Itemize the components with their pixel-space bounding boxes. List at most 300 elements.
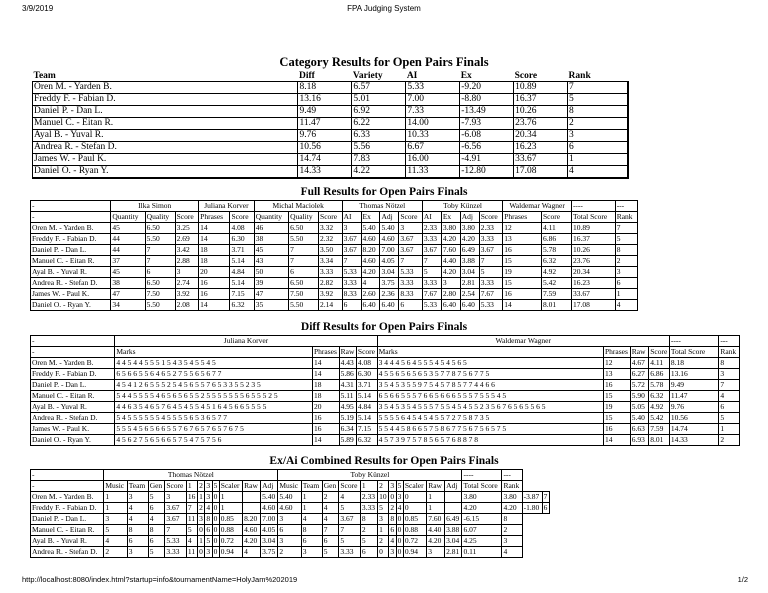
table-cell: 7: [399, 256, 423, 267]
table-cell: 10.33: [406, 130, 460, 142]
table-cell: 6.50: [145, 278, 175, 289]
column-header: Adj: [261, 481, 278, 492]
column-header: AI: [422, 212, 441, 223]
table-cell: 3: [719, 369, 740, 380]
table-cell: 4: [568, 166, 628, 178]
table-cell: 5: [104, 525, 127, 536]
table-cell: 4.84: [230, 267, 254, 278]
table-row: [31, 267, 638, 278]
table-cell: 2.32: [319, 234, 343, 245]
table-row: [31, 245, 638, 256]
table-cell: 16: [604, 424, 631, 435]
table-cell: 4.60: [361, 256, 380, 267]
table-cell: -13.49: [460, 106, 514, 118]
group-header: Juliana Korver: [199, 201, 255, 212]
team-name: Ayal B. - Yuval R.: [31, 267, 111, 278]
table-cell: 6.33: [352, 130, 406, 142]
table-row: [31, 547, 550, 558]
table-cell: 5.01: [352, 94, 406, 106]
table-cell: 11.47: [669, 391, 718, 402]
table-cell: 6: [390, 525, 395, 534]
team-name: Andrea R. - Stefan D.: [31, 278, 111, 289]
table-cell: 6 5 6 6 5 5 5 7 6 6 5 6 6 6 5 5 5 7 5 5 5 4 5: [377, 391, 603, 402]
table-cell: 5.40: [361, 223, 380, 234]
table-cell: 1: [615, 289, 637, 300]
table-cell: 4.20: [462, 503, 502, 514]
table-cell: 17.08: [514, 166, 568, 178]
table-cell: 3.32: [319, 223, 343, 234]
table-cell: 6: [719, 402, 740, 413]
table-cell: 3.71: [230, 245, 254, 256]
table-cell: 2.74: [175, 278, 199, 289]
table-cell: 8.20: [243, 514, 261, 525]
table-cell: 5: [148, 492, 165, 503]
table-cell: 6.63: [630, 424, 649, 435]
group-header: Toby Künzel: [278, 470, 462, 481]
table-cell: 18: [199, 245, 230, 256]
table-cell: 6: [542, 503, 549, 514]
table-cell: 3.33: [319, 267, 343, 278]
table-cell: 7: [165, 525, 187, 536]
print-url: http://localhost:8080/index.html?startup=info&tournamentName=HolyJam%202019: [22, 575, 298, 584]
table-cell: 3.33: [339, 547, 361, 558]
table-cell: 1: [427, 503, 445, 514]
table-cell: 7.50: [289, 289, 319, 300]
column-header: AI: [406, 70, 418, 81]
table-cell: 13: [604, 369, 631, 380]
table-cell: 8: [390, 514, 395, 523]
table-cell: 5: [615, 234, 637, 245]
table-cell: 3 5 4 5 3 5 5 9 7 5 4 5 7 8 5 7 7 4 4 6 6: [377, 380, 603, 391]
table-cell: 4.40: [441, 256, 460, 267]
column-header: Ex: [441, 212, 460, 223]
exai-title-wrap: [0, 455, 768, 467]
table-row: [31, 278, 638, 289]
table-cell: 0.85: [403, 514, 426, 525]
table-cell: 39: [254, 278, 288, 289]
table-cell: 3 4 4 4 5 6 4 5 5 5 4 5 4 5 6 5: [377, 358, 603, 369]
table-row: [31, 256, 638, 267]
print-title: FPA Judging System: [347, 4, 421, 13]
table-cell: 0: [199, 525, 203, 534]
table-cell: 0: [213, 503, 218, 512]
table-cell: 4 5 4 1 2 6 5 5 5 2 5 4 5 6 5 5 7 6 5 3 3 5 5 2 3 5: [115, 380, 313, 391]
table-cell: 20: [199, 267, 230, 278]
column-header: Quantity: [111, 212, 145, 223]
table-cell: 3.33: [360, 503, 377, 514]
table-row: [31, 435, 740, 446]
column-header: Score: [399, 212, 423, 223]
column-header: Total Score: [571, 212, 615, 223]
table-cell: 4: [104, 536, 127, 547]
table-cell: 0.88: [403, 525, 426, 536]
category-table: [32, 70, 628, 178]
table-cell: 19: [503, 267, 542, 278]
column-header: Score: [541, 212, 571, 223]
table-cell: 3.04: [261, 536, 278, 547]
table-cell: 2: [278, 547, 301, 558]
column-header: Gen: [148, 481, 165, 492]
table-cell: 2: [568, 118, 628, 130]
table-cell: [445, 492, 462, 503]
table-cell: 1: [219, 503, 242, 514]
table-cell: 3: [175, 267, 199, 278]
table-cell: 6: [399, 300, 423, 311]
table-cell: -12.80: [460, 166, 514, 178]
table-cell: 10.26: [514, 106, 568, 118]
table-cell: 5: [148, 547, 165, 558]
table-cell: 4.43: [339, 358, 356, 369]
table-cell: 11: [186, 514, 197, 525]
column-header: Rank: [568, 70, 591, 81]
table-cell: 1: [301, 503, 322, 514]
team-name: Daniel O. - Ryan Y.: [31, 300, 111, 311]
table-cell: 4: [127, 503, 148, 514]
table-cell: 38: [254, 234, 288, 245]
table-cell: 12: [604, 358, 631, 369]
table-cell: 16: [313, 413, 340, 424]
table-cell: 4.20: [427, 536, 445, 547]
table-cell: 6.40: [361, 300, 380, 311]
print-header: [0, 4, 768, 18]
table-cell: 14.33: [669, 435, 718, 446]
table-cell: 5.89: [339, 435, 356, 446]
column-header: Marks: [115, 347, 313, 358]
team-name: Freddy F. - Fabian D.: [31, 234, 111, 245]
table-cell: 2.81: [445, 547, 462, 558]
team-name: Freddy F. - Fabian D.: [31, 369, 115, 380]
team-name: James W. - Paul K.: [33, 154, 298, 166]
group-header: ---: [502, 470, 522, 481]
table-row: [31, 503, 550, 514]
column-header: Ex: [361, 212, 380, 223]
table-cell: 5.56: [352, 142, 406, 154]
table-cell: 6: [206, 525, 211, 534]
table-cell: 3: [127, 492, 148, 503]
column-header: Total Score: [669, 347, 718, 358]
table-cell: 2: [199, 503, 203, 512]
column-header: -: [31, 347, 115, 358]
table-cell: 11: [186, 547, 197, 558]
table-cell: 34: [111, 300, 145, 311]
table-cell: 5: [378, 503, 389, 514]
table-cell: 0: [397, 514, 402, 523]
column-header: Adj: [445, 481, 462, 492]
table-cell: 3.04: [445, 536, 462, 547]
table-cell: 16: [313, 424, 340, 435]
column-header: Score: [230, 212, 254, 223]
column-header: Ex: [460, 70, 472, 81]
column-header: Total Score: [462, 481, 502, 492]
table-cell: 3.80: [441, 223, 460, 234]
table-cell: 46: [254, 223, 288, 234]
group-header: ----: [571, 201, 615, 212]
table-row: [33, 82, 628, 94]
table-cell: 3: [397, 492, 402, 501]
table-cell: 5 5 5 5 6 4 5 4 5 4 5 5 7 2 7 5 8 7 3 5: [377, 413, 603, 424]
column-header: Scaler: [219, 481, 242, 492]
team-name: Ayal B. - Yuval R.: [31, 536, 104, 547]
table-cell: 33.67: [514, 154, 568, 166]
table-cell: 10.89: [514, 82, 568, 94]
table-row: [33, 130, 628, 142]
table-cell: 7.33: [406, 106, 460, 118]
table-cell: 3.88: [445, 525, 462, 536]
group-header: Thomas Nötzel: [342, 201, 422, 212]
table-cell: 0.72: [219, 536, 242, 547]
table-cell: 2: [615, 256, 637, 267]
table-cell: 14: [313, 358, 340, 369]
team-name: Daniel O. - Ryan Y.: [31, 435, 115, 446]
table-cell: -4.91: [460, 154, 514, 166]
column-header: Raw: [243, 481, 261, 492]
table-cell: 5.50: [145, 234, 175, 245]
table-cell: 5.14: [356, 391, 377, 402]
table-cell: 2: [502, 525, 522, 536]
table-cell: 6.92: [352, 106, 406, 118]
table-cell: 7: [568, 82, 628, 94]
column-header: 2: [378, 481, 389, 492]
table-cell: 3.67: [165, 503, 187, 514]
table-cell: 3.75: [261, 547, 278, 558]
table-cell: 14: [199, 223, 230, 234]
table-cell: 3.33: [479, 278, 503, 289]
table-cell: -8.80: [460, 94, 514, 106]
team-name: Oren M. - Yarden B.: [31, 358, 115, 369]
table-cell: 7: [289, 256, 319, 267]
table-cell: 4: [301, 514, 322, 525]
table-cell: 4 4 6 3 5 4 6 5 7 6 4 5 4 5 5 4 5 1 6 4 5 6 6 5 5 5 5: [115, 402, 313, 413]
team-name: James W. - Paul K.: [31, 424, 115, 435]
column-header: Score: [339, 481, 361, 492]
table-cell: 4.08: [356, 358, 377, 369]
table-cell: 18: [313, 391, 340, 402]
table-cell: 8: [148, 525, 165, 536]
table-cell: 10.26: [571, 245, 615, 256]
table-cell: 4.08: [230, 223, 254, 234]
table-cell: 8.33: [399, 289, 423, 300]
table-cell: 7.15: [230, 289, 254, 300]
diff-title: Diff Results for Open Pairs Finals: [300, 321, 468, 333]
table-cell: 0.94: [219, 547, 242, 558]
table-cell: 7: [145, 256, 175, 267]
table-cell: 6.49: [445, 514, 462, 525]
table-cell: 14: [313, 369, 340, 380]
table-cell: 5.90: [630, 391, 649, 402]
table-cell: 3.67: [342, 245, 361, 256]
table-cell: 7: [289, 245, 319, 256]
group-header: Waldemar Wagner: [377, 336, 669, 347]
table-cell: 7: [719, 380, 740, 391]
table-cell: 6.22: [352, 118, 406, 130]
table-cell: 1: [427, 492, 445, 503]
table-cell: 6.34: [339, 424, 356, 435]
table-cell: 2.88: [175, 256, 199, 267]
exai-table: [30, 469, 550, 558]
table-cell: 3 5 4 5 3 5 4 5 5 5 7 5 5 4 5 4 5 5 2 3 5 6 7 6 5 6 5 5 6 5: [377, 402, 603, 413]
table-cell: 3.67: [399, 245, 423, 256]
table-cell: 6.07: [462, 525, 502, 536]
table-cell: 4: [361, 278, 380, 289]
column-header: Score: [356, 347, 377, 358]
table-row: [31, 380, 740, 391]
table-row: [31, 223, 638, 234]
table-cell: 5.11: [339, 391, 356, 402]
column-header: Team: [33, 70, 56, 81]
table-cell: 45: [111, 267, 145, 278]
column-header: Diff: [298, 70, 315, 81]
column-header: 3: [206, 481, 211, 490]
table-cell: 6: [127, 536, 148, 547]
table-cell: 45: [111, 223, 145, 234]
table-cell: 5.40: [278, 492, 301, 503]
table-cell: 5.72: [630, 380, 649, 391]
table-cell: 3: [127, 547, 148, 558]
table-cell: 16.37: [571, 234, 615, 245]
table-cell: 4.20: [502, 503, 522, 514]
table-cell: 7: [615, 223, 637, 234]
table-cell: 6.30: [230, 234, 254, 245]
full-title: Full Results for Open Pairs Finals: [300, 186, 468, 198]
table-cell: 9.76: [298, 130, 352, 142]
table-cell: 3.33: [165, 547, 187, 558]
table-cell: 5 4 4 5 5 5 5 4 6 5 6 5 6 5 5 2 5 5 5 5 5 5 5 6 5 5 5 2 5: [115, 391, 313, 402]
print-date: 3/9/2019: [22, 4, 54, 13]
column-header: -: [31, 212, 111, 223]
column-header: 1: [360, 481, 377, 492]
column-header: 5: [213, 481, 218, 490]
group-header: -: [31, 470, 104, 481]
table-cell: 5: [422, 267, 441, 278]
page-number: 1/2: [737, 575, 748, 584]
table-cell: 33.67: [571, 289, 615, 300]
table-cell: 3: [615, 267, 637, 278]
team-name: Daniel O. - Ryan Y.: [33, 166, 298, 178]
table-cell: 3: [342, 223, 361, 234]
diff-table: [30, 335, 740, 446]
table-cell: 10.56: [669, 413, 718, 424]
table-cell: 3: [441, 278, 460, 289]
table-cell: 3.33: [422, 234, 441, 245]
table-cell: 6.93: [630, 435, 649, 446]
table-cell: 14.74: [298, 154, 352, 166]
table-cell: 16: [503, 245, 542, 256]
table-cell: 5: [186, 525, 197, 536]
table-cell: 47: [254, 289, 288, 300]
column-header: 2: [199, 481, 203, 490]
table-cell: 6.40: [460, 300, 479, 311]
table-row: [33, 118, 628, 130]
table-cell: 14: [199, 234, 230, 245]
table-cell: 3.67: [479, 245, 503, 256]
table-cell: 0: [390, 492, 395, 501]
table-cell: 16: [604, 380, 631, 391]
table-cell: 5 5 5 4 5 6 5 6 6 5 5 7 6 7 6 5 7 6 5 7 6 7 5: [115, 424, 313, 435]
team-name: Andrea R. - Stefan D.: [31, 547, 104, 558]
table-cell: 1: [199, 536, 203, 545]
column-header: Score: [514, 70, 538, 81]
table-cell: 1: [301, 492, 322, 503]
table-row: [33, 94, 628, 106]
table-cell: 19: [604, 402, 631, 413]
table-cell: 4: [243, 547, 261, 558]
table-cell: 4.11: [649, 358, 670, 369]
diff-title-wrap: [0, 321, 768, 333]
table-cell: 50: [254, 267, 288, 278]
table-cell: 7: [145, 245, 175, 256]
table-cell: 16.23: [571, 278, 615, 289]
table-cell: 7.59: [649, 424, 670, 435]
table-cell: 17.08: [571, 300, 615, 311]
table-cell: 4: [322, 503, 339, 514]
table-cell: 0.94: [403, 547, 426, 558]
column-header: Scaler: [403, 481, 426, 492]
table-row: [31, 514, 550, 525]
table-cell: 5.78: [541, 245, 571, 256]
team-name: Daniel P. - Dan L.: [31, 380, 115, 391]
table-cell: 4.11: [541, 223, 571, 234]
table-cell: -3.87: [522, 492, 542, 503]
table-row: [31, 289, 638, 300]
table-cell: 6 5 6 6 5 5 6 4 6 5 2 7 5 5 6 5 6 7 7: [115, 369, 313, 380]
table-cell: 7.15: [356, 424, 377, 435]
table-cell: 0.72: [403, 536, 426, 547]
table-cell: 4 5 5 6 5 6 5 6 5 3 5 7 7 8 7 5 6 7 7 5: [377, 369, 603, 380]
table-cell: 2.80: [441, 289, 460, 300]
table-row: [31, 492, 550, 503]
table-cell: 5.50: [289, 234, 319, 245]
table-cell: 0: [199, 547, 203, 556]
table-cell: -7.93: [460, 118, 514, 130]
table-cell: 6: [568, 142, 628, 154]
table-cell: 4.60: [380, 234, 399, 245]
table-cell: 1: [378, 525, 389, 536]
column-header: Music: [104, 481, 127, 492]
table-cell: 4.05: [380, 256, 399, 267]
table-cell: 4: [502, 547, 522, 558]
table-row: [33, 166, 628, 178]
table-row: [31, 234, 638, 245]
table-cell: 14.74: [669, 424, 718, 435]
table-cell: 7.50: [145, 289, 175, 300]
table-cell: 5.33: [165, 536, 187, 547]
table-cell: 0: [403, 492, 426, 503]
table-cell: 14: [503, 300, 542, 311]
table-cell: 3.33: [399, 278, 423, 289]
table-cell: 14.00: [406, 118, 460, 130]
table-cell: 4: [397, 503, 402, 512]
table-cell: 8: [502, 514, 522, 525]
table-cell: 5.40: [380, 223, 399, 234]
table-cell: 2.33: [360, 492, 377, 503]
table-row: [31, 536, 550, 547]
table-cell: 4.20: [441, 234, 460, 245]
group-header: Waldemar Wagner: [503, 201, 572, 212]
table-cell: 8: [360, 514, 377, 525]
column-header: Raw: [340, 347, 355, 356]
table-cell: 8: [615, 245, 637, 256]
table-cell: 4.92: [541, 267, 571, 278]
group-header: Toby Künzel: [422, 201, 502, 212]
table-row: [31, 358, 740, 369]
table-cell: -1.80: [522, 503, 542, 514]
column-header: Phrases: [313, 347, 340, 358]
table-cell: 8.01: [541, 300, 571, 311]
table-cell: 2.82: [319, 278, 343, 289]
table-cell: 4: [148, 514, 165, 525]
table-cell: 0: [403, 503, 426, 514]
table-cell: 5.42: [649, 413, 670, 424]
